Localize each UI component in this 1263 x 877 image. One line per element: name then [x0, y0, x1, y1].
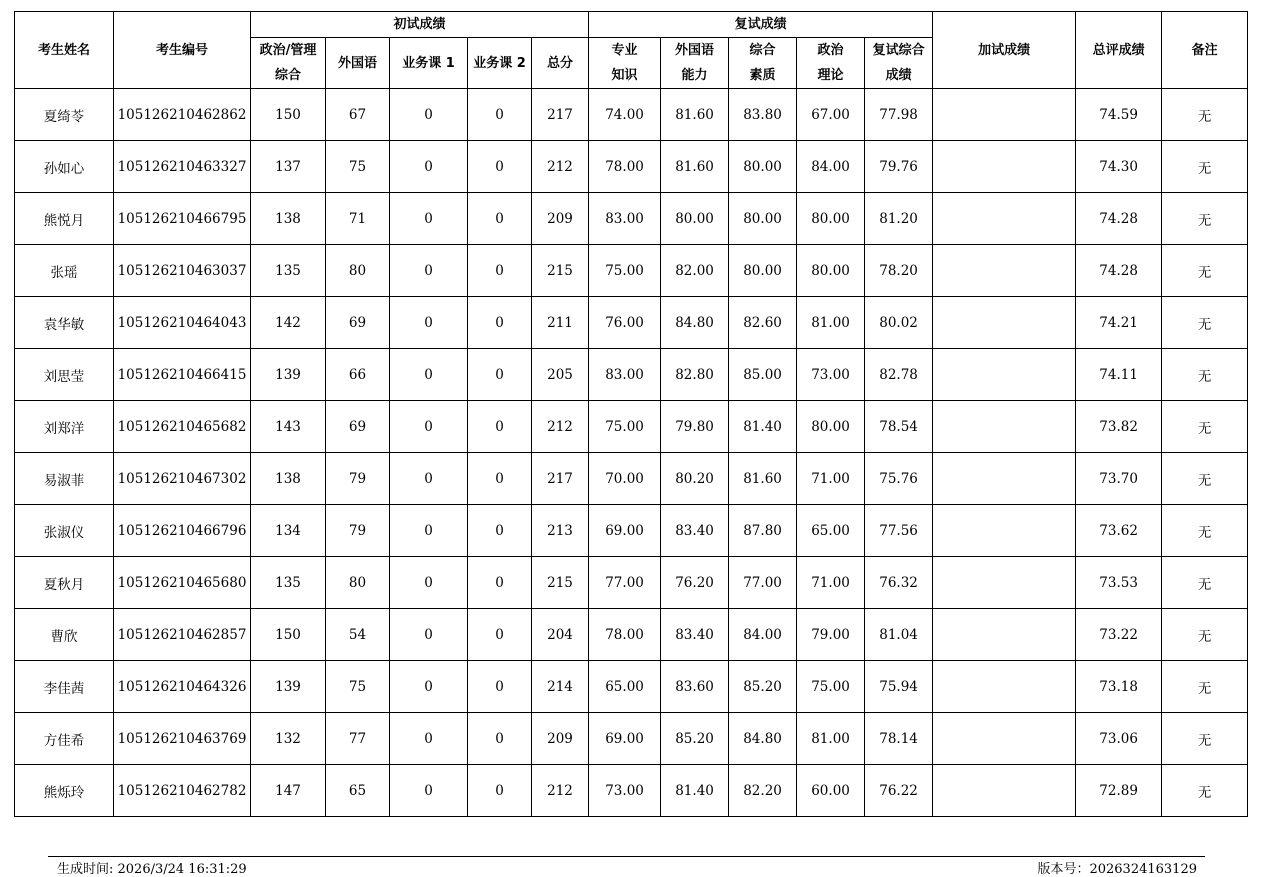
cell-id: 105126210462782 — [114, 765, 251, 817]
header-retest-foreign-line2: 能力 — [681, 68, 708, 83]
cell-initial-total: 217 — [532, 453, 589, 505]
cell-retest-politics: 84.00 — [797, 141, 865, 193]
header-retest-foreign-line1: 外国语 — [675, 43, 715, 58]
cell-initial-total: 215 — [532, 557, 589, 609]
footer-version — [1037, 858, 1197, 877]
cell-retest-combined: 80.02 — [865, 297, 933, 349]
cell-extra — [933, 297, 1076, 349]
cell-initial-course2: 0 — [468, 349, 532, 401]
cell-id: 105126210462857 — [114, 609, 251, 661]
cell-initial-course1: 0 — [390, 89, 468, 141]
cell-remark: 无 — [1162, 349, 1248, 401]
cell-name: 孙如心 — [15, 141, 114, 193]
cell-retest-quality: 81.40 — [729, 401, 797, 453]
cell-retest-major: 77.00 — [589, 557, 661, 609]
header-initial-foreign: 外国语 — [326, 38, 390, 89]
table-row — [15, 401, 1248, 453]
cell-initial-total: 205 — [532, 349, 589, 401]
table-body — [15, 89, 1248, 817]
cell-remark: 无 — [1162, 557, 1248, 609]
cell-retest-quality: 80.00 — [729, 193, 797, 245]
cell-initial-foreign: 67 — [326, 89, 390, 141]
cell-initial-course2: 0 — [468, 505, 532, 557]
cell-remark: 无 — [1162, 713, 1248, 765]
cell-retest-foreign: 81.60 — [661, 141, 729, 193]
cell-retest-major: 65.00 — [589, 661, 661, 713]
cell-retest-combined: 81.04 — [865, 609, 933, 661]
cell-retest-foreign: 82.00 — [661, 245, 729, 297]
cell-remark: 无 — [1162, 401, 1248, 453]
cell-retest-quality: 84.80 — [729, 713, 797, 765]
cell-retest-combined: 77.98 — [865, 89, 933, 141]
cell-retest-foreign: 83.60 — [661, 661, 729, 713]
cell-id: 105126210463327 — [114, 141, 251, 193]
table-row — [15, 713, 1248, 765]
cell-initial-course2: 0 — [468, 557, 532, 609]
cell-retest-quality: 85.20 — [729, 661, 797, 713]
cell-retest-combined: 78.20 — [865, 245, 933, 297]
cell-initial-politics: 138 — [251, 193, 326, 245]
header-retest-major — [589, 38, 661, 89]
cell-id: 105126210466415 — [114, 349, 251, 401]
header-retest-combined-line1: 复试综合 — [872, 43, 925, 58]
cell-retest-combined: 78.54 — [865, 401, 933, 453]
cell-retest-politics: 80.00 — [797, 401, 865, 453]
table-row — [15, 453, 1248, 505]
cell-name: 熊烁玲 — [15, 765, 114, 817]
cell-initial-total: 217 — [532, 89, 589, 141]
cell-retest-quality: 83.80 — [729, 89, 797, 141]
cell-retest-major: 70.00 — [589, 453, 661, 505]
cell-retest-combined: 81.20 — [865, 193, 933, 245]
header-remark: 备注 — [1162, 12, 1248, 89]
cell-retest-major: 74.00 — [589, 89, 661, 141]
cell-extra — [933, 141, 1076, 193]
cell-retest-foreign: 83.40 — [661, 505, 729, 557]
cell-retest-combined: 78.14 — [865, 713, 933, 765]
cell-initial-course2: 0 — [468, 713, 532, 765]
cell-initial-course2: 0 — [468, 765, 532, 817]
cell-id: 105126210464043 — [114, 297, 251, 349]
cell-name: 刘思莹 — [15, 349, 114, 401]
header-extra: 加试成绩 — [933, 12, 1076, 89]
cell-initial-foreign: 66 — [326, 349, 390, 401]
footer-divider — [48, 856, 1205, 857]
cell-name: 李佳茜 — [15, 661, 114, 713]
cell-initial-course2: 0 — [468, 297, 532, 349]
cell-initial-course1: 0 — [390, 557, 468, 609]
cell-retest-combined: 75.76 — [865, 453, 933, 505]
table-row — [15, 193, 1248, 245]
cell-initial-course2: 0 — [468, 661, 532, 713]
header-initial-politics-line1: 政治/管理 — [259, 43, 317, 58]
cell-initial-politics: 139 — [251, 661, 326, 713]
cell-initial-course1: 0 — [390, 765, 468, 817]
cell-name: 曹欣 — [15, 609, 114, 661]
cell-total-eval: 72.89 — [1076, 765, 1162, 817]
cell-extra — [933, 661, 1076, 713]
cell-retest-politics: 81.00 — [797, 713, 865, 765]
cell-retest-major: 83.00 — [589, 193, 661, 245]
cell-initial-course2: 0 — [468, 193, 532, 245]
cell-retest-combined: 77.56 — [865, 505, 933, 557]
cell-retest-quality: 77.00 — [729, 557, 797, 609]
cell-retest-major: 73.00 — [589, 765, 661, 817]
cell-initial-total: 212 — [532, 401, 589, 453]
cell-initial-course2: 0 — [468, 245, 532, 297]
cell-id: 105126210466795 — [114, 193, 251, 245]
cell-retest-foreign: 80.00 — [661, 193, 729, 245]
cell-id: 105126210463769 — [114, 713, 251, 765]
cell-initial-politics: 135 — [251, 557, 326, 609]
cell-name: 夏绮苓 — [15, 89, 114, 141]
cell-initial-course2: 0 — [468, 401, 532, 453]
cell-retest-combined: 76.22 — [865, 765, 933, 817]
cell-initial-course1: 0 — [390, 297, 468, 349]
cell-initial-course1: 0 — [390, 349, 468, 401]
cell-extra — [933, 505, 1076, 557]
cell-id: 105126210462862 — [114, 89, 251, 141]
header-initial-politics-line2: 综合 — [274, 68, 301, 83]
cell-extra — [933, 453, 1076, 505]
cell-initial-foreign: 65 — [326, 765, 390, 817]
generated-time-text: 生成时间: 2026/3/24 16:31:29 — [57, 862, 247, 877]
cell-retest-quality: 80.00 — [729, 245, 797, 297]
cell-extra — [933, 89, 1076, 141]
cell-remark: 无 — [1162, 453, 1248, 505]
cell-remark: 无 — [1162, 297, 1248, 349]
header-retest-group: 复试成绩 — [589, 12, 933, 38]
cell-total-eval: 73.82 — [1076, 401, 1162, 453]
header-retest-combined-line2: 成绩 — [885, 68, 912, 83]
header-retest-politics-line2: 理论 — [817, 68, 844, 83]
cell-retest-politics: 73.00 — [797, 349, 865, 401]
cell-total-eval: 73.22 — [1076, 609, 1162, 661]
cell-extra — [933, 193, 1076, 245]
cell-total-eval: 74.30 — [1076, 141, 1162, 193]
cell-initial-politics: 139 — [251, 349, 326, 401]
cell-retest-foreign: 81.40 — [661, 765, 729, 817]
cell-initial-foreign: 80 — [326, 245, 390, 297]
cell-initial-course1: 0 — [390, 401, 468, 453]
cell-initial-foreign: 75 — [326, 141, 390, 193]
cell-total-eval: 74.11 — [1076, 349, 1162, 401]
header-retest-politics — [797, 38, 865, 89]
cell-total-eval: 74.28 — [1076, 193, 1162, 245]
cell-initial-foreign: 69 — [326, 297, 390, 349]
cell-total-eval: 73.53 — [1076, 557, 1162, 609]
header-retest-combined — [865, 38, 933, 89]
cell-name: 张淑仪 — [15, 505, 114, 557]
cell-initial-foreign: 54 — [326, 609, 390, 661]
cell-retest-politics: 71.00 — [797, 557, 865, 609]
cell-initial-total: 212 — [532, 141, 589, 193]
cell-initial-foreign: 69 — [326, 401, 390, 453]
header-id: 考生编号 — [114, 12, 251, 89]
cell-initial-politics: 150 — [251, 609, 326, 661]
header-initial-total: 总分 — [532, 38, 589, 89]
cell-initial-foreign: 77 — [326, 713, 390, 765]
cell-id: 105126210465682 — [114, 401, 251, 453]
cell-initial-politics: 150 — [251, 89, 326, 141]
cell-initial-course1: 0 — [390, 661, 468, 713]
footer-generated-time — [57, 858, 247, 877]
cell-initial-total: 213 — [532, 505, 589, 557]
cell-retest-major: 75.00 — [589, 245, 661, 297]
header-retest-politics-line1: 政治 — [817, 43, 844, 58]
cell-initial-total: 209 — [532, 193, 589, 245]
cell-extra — [933, 609, 1076, 661]
cell-total-eval: 73.18 — [1076, 661, 1162, 713]
cell-name: 熊悦月 — [15, 193, 114, 245]
cell-remark: 无 — [1162, 245, 1248, 297]
cell-retest-quality: 82.20 — [729, 765, 797, 817]
cell-retest-major: 78.00 — [589, 609, 661, 661]
cell-initial-course2: 0 — [468, 453, 532, 505]
cell-retest-major: 83.00 — [589, 349, 661, 401]
header-retest-major-line2: 知识 — [611, 68, 638, 83]
header-retest-major-line1: 专业 — [611, 43, 638, 58]
cell-name: 袁华敏 — [15, 297, 114, 349]
cell-id: 105126210465680 — [114, 557, 251, 609]
cell-name: 易淑菲 — [15, 453, 114, 505]
cell-retest-major: 78.00 — [589, 141, 661, 193]
cell-name: 张瑶 — [15, 245, 114, 297]
cell-id: 105126210464326 — [114, 661, 251, 713]
cell-remark: 无 — [1162, 609, 1248, 661]
header-initial-politics — [251, 38, 326, 89]
cell-initial-course2: 0 — [468, 141, 532, 193]
table-row — [15, 505, 1248, 557]
cell-retest-politics: 60.00 — [797, 765, 865, 817]
header-retest-quality — [729, 38, 797, 89]
cell-retest-major: 75.00 — [589, 401, 661, 453]
cell-initial-course1: 0 — [390, 141, 468, 193]
cell-remark: 无 — [1162, 141, 1248, 193]
cell-id: 105126210463037 — [114, 245, 251, 297]
cell-retest-combined: 82.78 — [865, 349, 933, 401]
cell-initial-politics: 134 — [251, 505, 326, 557]
cell-retest-quality: 84.00 — [729, 609, 797, 661]
cell-retest-quality: 82.60 — [729, 297, 797, 349]
cell-remark: 无 — [1162, 89, 1248, 141]
cell-initial-course1: 0 — [390, 609, 468, 661]
cell-extra — [933, 765, 1076, 817]
table-row — [15, 245, 1248, 297]
cell-initial-foreign: 71 — [326, 193, 390, 245]
cell-id: 105126210467302 — [114, 453, 251, 505]
cell-extra — [933, 557, 1076, 609]
cell-retest-politics: 75.00 — [797, 661, 865, 713]
table-row — [15, 349, 1248, 401]
cell-initial-course1: 0 — [390, 713, 468, 765]
table-row — [15, 141, 1248, 193]
cell-total-eval: 74.21 — [1076, 297, 1162, 349]
cell-retest-quality: 87.80 — [729, 505, 797, 557]
cell-initial-foreign: 79 — [326, 505, 390, 557]
table-row — [15, 297, 1248, 349]
cell-retest-foreign: 83.40 — [661, 609, 729, 661]
header-retest-foreign — [661, 38, 729, 89]
cell-retest-foreign: 81.60 — [661, 89, 729, 141]
cell-initial-course2: 0 — [468, 89, 532, 141]
cell-retest-major: 76.00 — [589, 297, 661, 349]
table-row — [15, 765, 1248, 817]
cell-retest-major: 69.00 — [589, 505, 661, 557]
cell-retest-major: 69.00 — [589, 713, 661, 765]
cell-retest-foreign: 79.80 — [661, 401, 729, 453]
cell-total-eval: 74.59 — [1076, 89, 1162, 141]
version-text: 版本号：2026324163129 — [1037, 862, 1197, 877]
cell-remark: 无 — [1162, 765, 1248, 817]
table-row — [15, 89, 1248, 141]
cell-initial-foreign: 79 — [326, 453, 390, 505]
cell-initial-politics: 132 — [251, 713, 326, 765]
header-retest-quality-line1: 综合 — [749, 43, 776, 58]
cell-initial-course1: 0 — [390, 505, 468, 557]
cell-retest-politics: 79.00 — [797, 609, 865, 661]
cell-total-eval: 73.70 — [1076, 453, 1162, 505]
cell-remark: 无 — [1162, 505, 1248, 557]
header-name: 考生姓名 — [15, 12, 114, 89]
cell-retest-foreign: 82.80 — [661, 349, 729, 401]
cell-id: 105126210466796 — [114, 505, 251, 557]
cell-retest-quality: 81.60 — [729, 453, 797, 505]
header-initial-course2: 业务课 2 — [468, 38, 532, 89]
cell-retest-politics: 67.00 — [797, 89, 865, 141]
cell-extra — [933, 245, 1076, 297]
cell-extra — [933, 713, 1076, 765]
table-row — [15, 661, 1248, 713]
cell-name: 方佳希 — [15, 713, 114, 765]
cell-initial-total: 211 — [532, 297, 589, 349]
score-table — [14, 11, 1248, 817]
cell-retest-combined: 75.94 — [865, 661, 933, 713]
cell-initial-total: 209 — [532, 713, 589, 765]
cell-initial-politics: 138 — [251, 453, 326, 505]
cell-extra — [933, 401, 1076, 453]
cell-remark: 无 — [1162, 661, 1248, 713]
cell-retest-combined: 76.32 — [865, 557, 933, 609]
cell-retest-combined: 79.76 — [865, 141, 933, 193]
cell-name: 夏秋月 — [15, 557, 114, 609]
cell-initial-politics: 142 — [251, 297, 326, 349]
cell-initial-politics: 143 — [251, 401, 326, 453]
cell-total-eval: 74.28 — [1076, 245, 1162, 297]
table-row — [15, 557, 1248, 609]
cell-total-eval: 73.06 — [1076, 713, 1162, 765]
cell-initial-foreign: 75 — [326, 661, 390, 713]
cell-initial-total: 214 — [532, 661, 589, 713]
table-row — [15, 609, 1248, 661]
cell-initial-foreign: 80 — [326, 557, 390, 609]
cell-retest-quality: 85.00 — [729, 349, 797, 401]
header-initial-course1: 业务课 1 — [390, 38, 468, 89]
cell-retest-politics: 81.00 — [797, 297, 865, 349]
cell-extra — [933, 349, 1076, 401]
header-initial-group: 初试成绩 — [251, 12, 589, 38]
cell-initial-total: 212 — [532, 765, 589, 817]
header-retest-quality-line2: 素质 — [749, 68, 776, 83]
cell-initial-total: 215 — [532, 245, 589, 297]
cell-initial-politics: 137 — [251, 141, 326, 193]
cell-initial-politics: 147 — [251, 765, 326, 817]
cell-name: 刘郑洋 — [15, 401, 114, 453]
cell-initial-course1: 0 — [390, 453, 468, 505]
cell-retest-politics: 80.00 — [797, 193, 865, 245]
cell-retest-quality: 80.00 — [729, 141, 797, 193]
cell-retest-foreign: 85.20 — [661, 713, 729, 765]
cell-retest-politics: 80.00 — [797, 245, 865, 297]
cell-retest-foreign: 76.20 — [661, 557, 729, 609]
cell-retest-foreign: 80.20 — [661, 453, 729, 505]
cell-initial-course1: 0 — [390, 245, 468, 297]
cell-total-eval: 73.62 — [1076, 505, 1162, 557]
cell-remark: 无 — [1162, 193, 1248, 245]
cell-initial-course2: 0 — [468, 609, 532, 661]
header-total-eval: 总评成绩 — [1076, 12, 1162, 89]
cell-initial-total: 204 — [532, 609, 589, 661]
table-header — [15, 12, 1248, 89]
cell-initial-course1: 0 — [390, 193, 468, 245]
cell-retest-politics: 65.00 — [797, 505, 865, 557]
cell-retest-politics: 71.00 — [797, 453, 865, 505]
cell-retest-foreign: 84.80 — [661, 297, 729, 349]
cell-initial-politics: 135 — [251, 245, 326, 297]
